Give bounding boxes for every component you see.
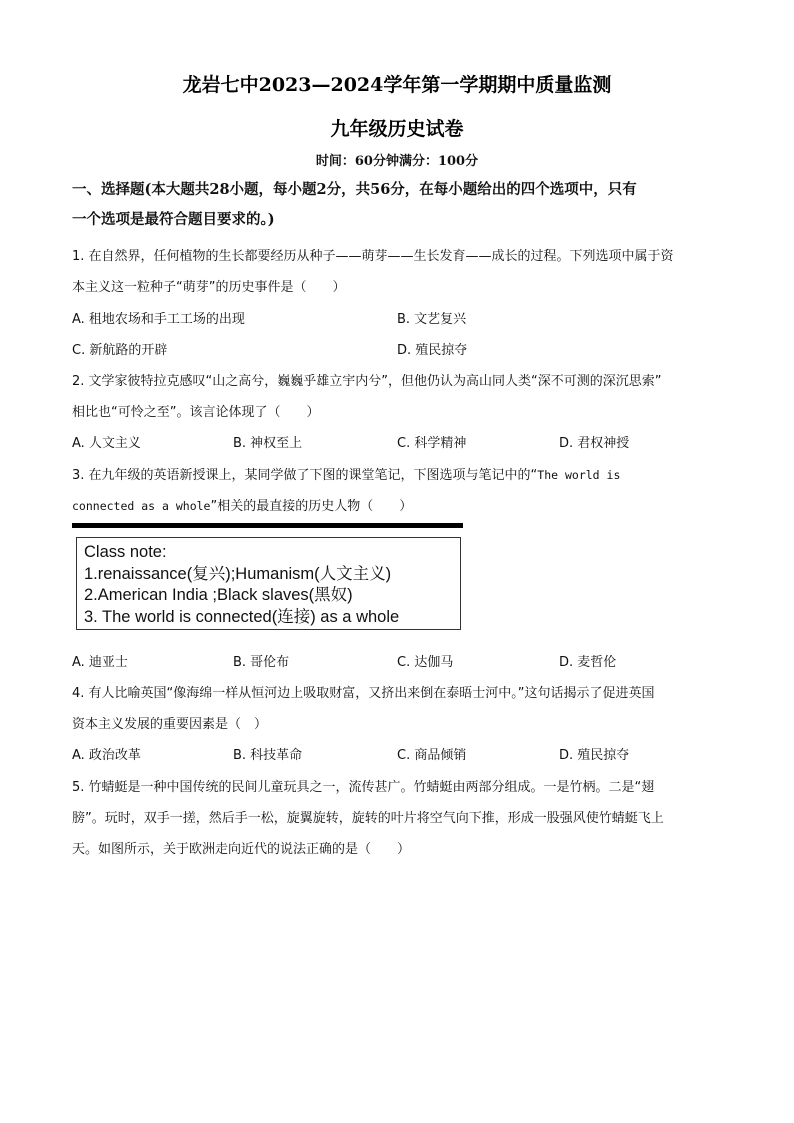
class-note-item-2: 2.American India ;Black slaves(黑奴) — [84, 586, 353, 604]
section-heading-line-2: 一个选项是最符合题目要求的。) — [72, 211, 275, 228]
question-2-option-a[interactable]: A. 人文主义 — [72, 436, 141, 451]
class-note-heading: Class note: — [84, 543, 167, 561]
question-1-option-b[interactable]: B. 文艺复兴 — [397, 312, 467, 327]
question-4-line-1: 4. 有人比喻英国“像海绵一样从恒河边上吸取财富，又挤出来倒在泰晤士河中。”这句话揭示了促进英国 — [72, 686, 655, 701]
exam-subtitle: 九年级历史试卷 — [330, 118, 464, 140]
question-3-stem-suffix: ”相关的最直接的历史人物（ ） — [210, 499, 413, 514]
question-5-line-3: 天。如图所示，关于欧洲走向近代的说法正确的是（ ） — [72, 842, 411, 857]
question-4-option-c[interactable]: C. 商品倾销 — [397, 748, 467, 763]
question-3-line-2 — [72, 495, 732, 514]
question-3-option-a[interactable]: A. 迪亚士 — [72, 655, 128, 670]
class-note-item-1: 1.renaissance(复兴);Humanism(人文主义) — [84, 564, 392, 583]
exam-time-score: 时间：60分钟满分：100分 — [315, 154, 479, 169]
question-4-option-a[interactable]: A. 政治改革 — [72, 748, 141, 763]
question-2-option-d[interactable]: D. 君权神授 — [559, 436, 630, 451]
section-heading-line-1: 一、选择题(本大题共28小题，每小题2分，共56分，在每小题给出的四个选项中，只有 — [72, 181, 637, 198]
question-5-line-2: 膀”。玩时，双手一搓，然后手一松，旋翼旋转，旋转的叶片将空气向下推，形成一股强风使竹蜻蜓飞上 — [72, 811, 664, 826]
question-1-line-1: 1. 在自然界，任何植物的生长都要经历从种子——萌芽——生长发育——成长的过程。下列选项中属于资 — [72, 249, 674, 264]
class-note-image — [76, 537, 461, 630]
question-3-stem-prefix: 3. 在九年级的英语新授课上，某同学做了下图的课堂笔记，下图选项与笔记中的“ — [72, 468, 538, 483]
question-3-option-d[interactable]: D. 麦哲伦 — [559, 655, 617, 670]
question-4-option-d[interactable]: D. 殖民掠夺 — [559, 748, 630, 763]
question-2-option-b[interactable]: B. 神权至上 — [233, 436, 303, 451]
question-3-stem-code-2: connected as a whole — [72, 499, 211, 513]
class-note-item-3: 3. The world is connected(连接) as a whole — [84, 607, 400, 626]
section-heading — [72, 175, 732, 235]
question-1-option-a[interactable]: A. 租地农场和手工工场的出现 — [72, 312, 245, 327]
question-3-option-c[interactable]: C. 达伽马 — [397, 655, 454, 670]
question-1-options-row-1 — [72, 308, 732, 328]
question-2-option-c[interactable]: C. 科学精神 — [397, 436, 467, 451]
question-2-line-1: 2. 文学家彼特拉克感叹“山之高兮，巍巍乎雄立宇内兮”，但他仍认为高山同人类“深不可测的深沉思索” — [72, 374, 662, 389]
question-3-stem-code-1: The world is — [537, 468, 621, 482]
question-3-option-b[interactable]: B. 哥伦布 — [233, 655, 290, 670]
question-1-line-2: 本主义这一粒种子“萌芽”的历史事件是（ ） — [72, 280, 346, 295]
question-3-options — [72, 651, 732, 671]
question-2-line-2: 相比也“可怜之至”。该言论体现了（ ） — [72, 405, 320, 420]
question-4-option-b[interactable]: B. 科技革命 — [233, 748, 303, 763]
question-2-options — [72, 432, 732, 452]
note-divider-bar — [72, 523, 463, 528]
question-4-line-2: 资本主义发展的重要因素是（ ） — [72, 717, 268, 732]
question-1-option-d[interactable]: D. 殖民掠夺 — [397, 343, 468, 358]
exam-title: 龙岩七中2023—2024学年第一学期期中质量监测 — [182, 74, 612, 96]
question-3-line-1 — [72, 464, 732, 483]
question-4-options — [72, 744, 732, 764]
question-1-option-c[interactable]: C. 新航路的开辟 — [72, 343, 168, 358]
question-5-line-1: 5. 竹蜻蜓是一种中国传统的民间儿童玩具之一，流传甚广。竹蜻蜓由两部分组成。一是竹柄。二是“翅 — [72, 780, 655, 795]
question-1-options-row-2 — [72, 339, 732, 359]
